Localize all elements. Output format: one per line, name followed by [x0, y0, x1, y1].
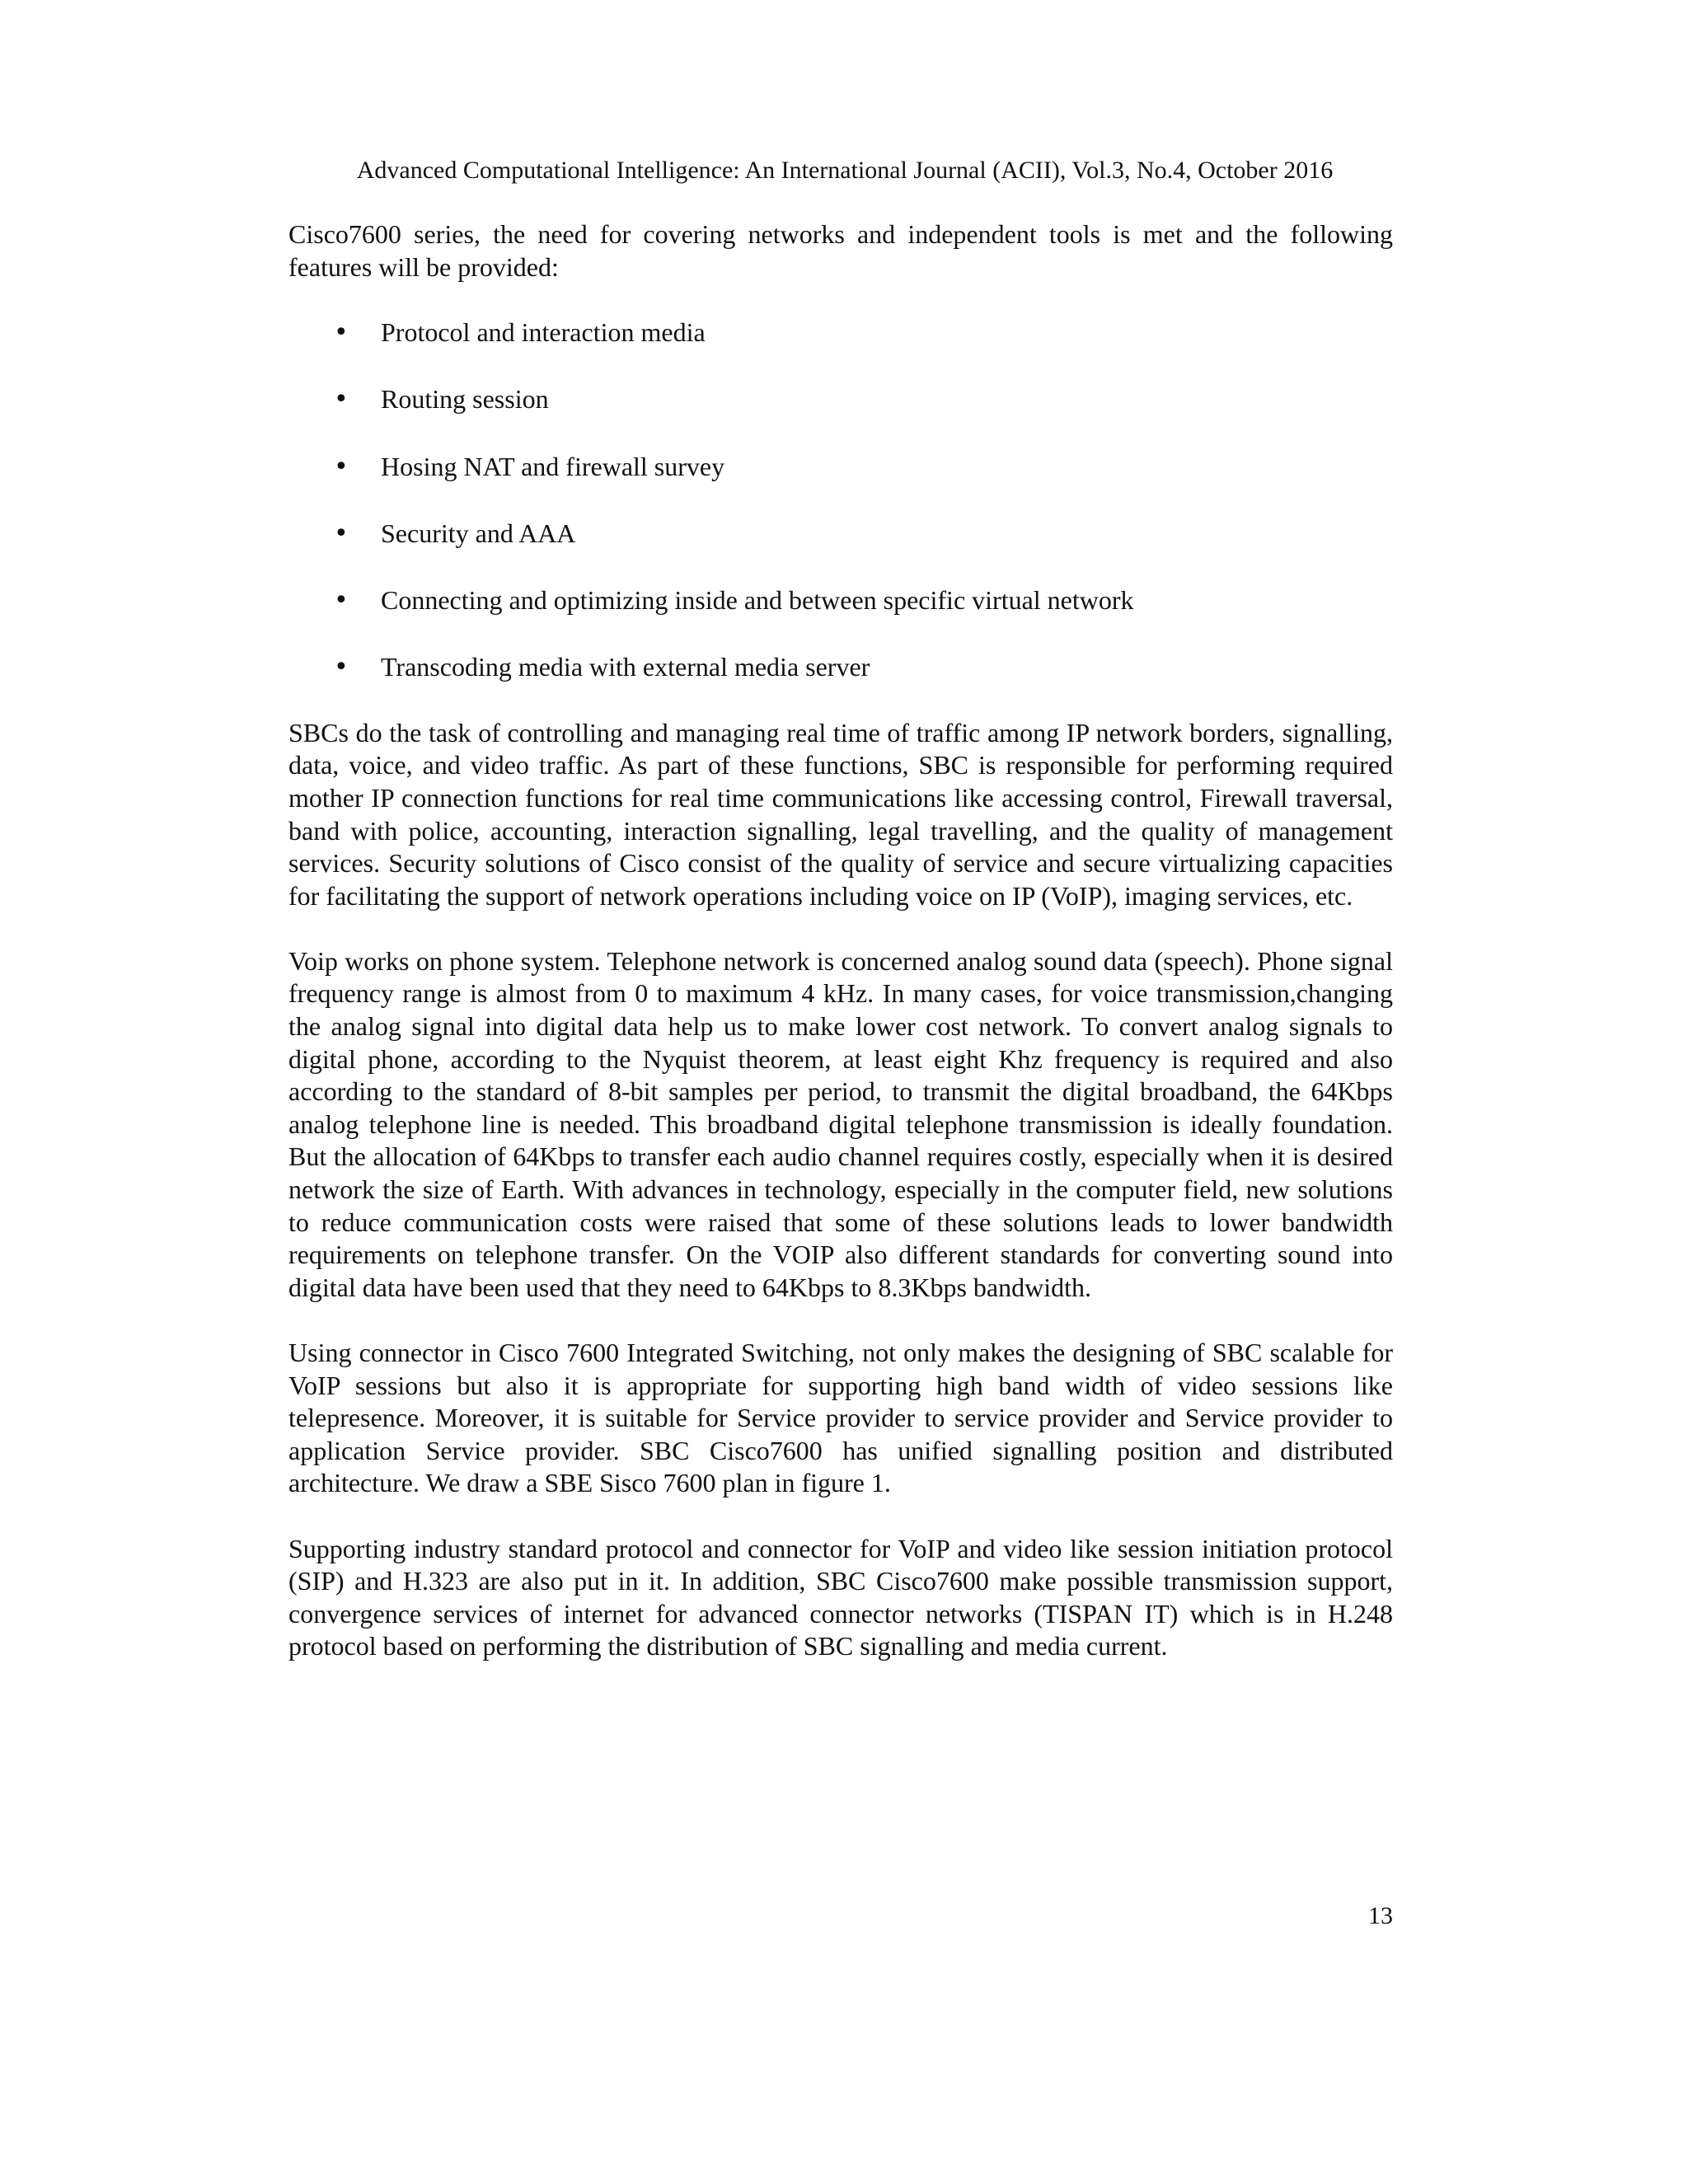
bullet-icon: •: [334, 585, 349, 615]
intro-paragraph: Cisco7600 series, the need for covering networks and independent tools is met and the following features will be provided:: [288, 219, 1393, 282]
feature-list-item-text: Connecting and optimizing inside and between specific virtual network: [381, 584, 1134, 615]
connector-paragraph: Using connector in Cisco 7600 Integrated Switching, not only makes the designing of SBC scalable for VoIP sessions but also it is appropriate for supporting high band width of video sessions like telepresence. Moreover, it is suitable for Service provider to service provider and Service provider to application Service provider. SBC Cisco7600 has unified signalling position and distributed architecture. We draw a SBE Sisco 7600 plan in figure 1.: [288, 1338, 1393, 1498]
feature-list-item: [288, 316, 1393, 349]
feature-list-item: [288, 518, 1393, 551]
feature-list-item-text: Security and AAA: [381, 518, 576, 548]
feature-list-item-text: Hosing NAT and firewall survey: [381, 451, 725, 481]
feature-list-item: [288, 451, 1393, 484]
page-number: 13: [1368, 1902, 1393, 1929]
feature-list-item: [288, 584, 1393, 617]
bullet-icon: •: [334, 385, 349, 415]
feature-list-item-text: Routing session: [381, 384, 549, 415]
feature-list-item: [288, 651, 1393, 684]
feature-list: [288, 316, 1393, 684]
bullet-icon: •: [334, 518, 349, 548]
voip-paragraph: Voip works on phone system. Telephone network is concerned analog sound data (speech). Phone signal frequency range is almost from 0 to maximum 4 kHz. In many cases, for voice transmission,changing the analog signal into digital data help us to make lower cost network. To convert analog signals to digital phone, according to the Nyquist theorem, at least eight Khz frequency is required and also according to the standard of 8-bit samples per period, to transmit the digital broadband, the 64Kbps analog telephone line is needed. This broadband digital telephone transmission is ideally foundation. But the allocation of 64Kbps to transfer each audio channel requires costly, especially when it is desired network the size of Earth. With advances in technology, especially in the computer field, new solutions to reduce communication costs were raised that some of these solutions leads to lower bandwidth requirements on telephone transfer. On the VOIP also different standards for converting sound into digital data have been used that they need to 64Kbps to 8.3Kbps bandwidth.: [288, 945, 1393, 1302]
sbc-paragraph: SBCs do the task of controlling and managing real time of traffic among IP network borders, signalling, data, voice, and video traffic. As part of these functions, SBC is responsible for performing required mother IP connection functions for real time communications like accessing control, Firewall traversal, band with police, accounting, interaction signalling, legal travelling, and the quality of management services. Security solutions of Cisco consist of the quality of service and secure virtualizing capacities for facilitating the support of network operations including voice on IP (VoIP), imaging services, etc.: [288, 717, 1393, 911]
running-header: Advanced Computational Intelligence: An International Journal (ACII), Vol.3, No.4, October 2016: [356, 157, 1334, 184]
bullet-icon: •: [334, 452, 349, 481]
feature-list-item-text: Transcoding media with external media server: [381, 652, 870, 682]
bullet-icon: •: [334, 653, 349, 682]
protocol-paragraph: Supporting industry standard protocol and connector for VoIP and video like session initiation protocol (SIP) and H.323 are also put in it. In addition, SBC Cisco7600 make possible transmission support, convergence services of internet for advanced connector networks (TISPAN IT) which is in H.248 protocol based on performing the distribution of SBC signalling and media current.: [288, 1533, 1393, 1661]
feature-list-item-text: Protocol and interaction media: [381, 317, 706, 348]
body-text: [288, 218, 1393, 1696]
bullet-icon: •: [334, 318, 349, 348]
feature-list-item: [288, 383, 1393, 416]
